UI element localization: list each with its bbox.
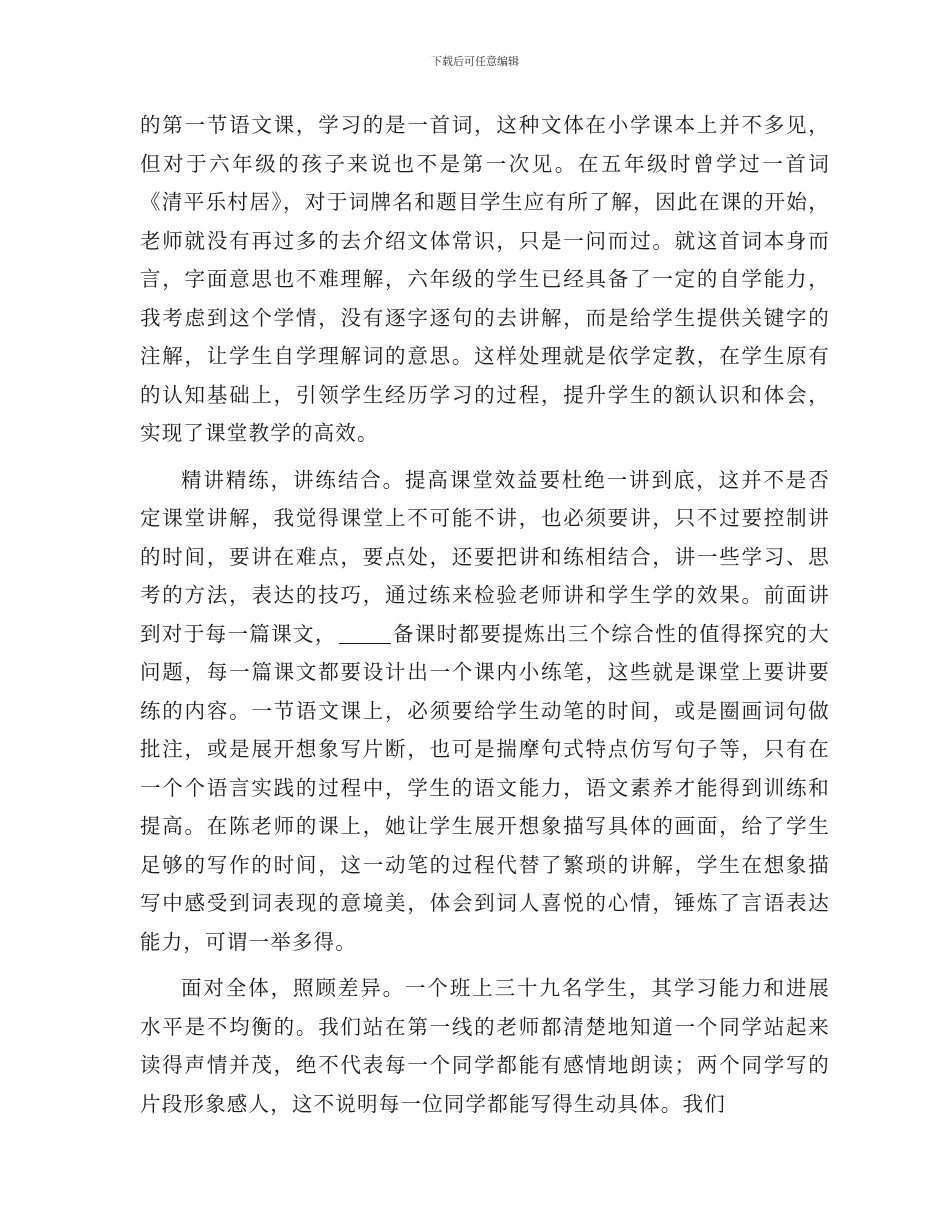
paragraph-2 — [140, 461, 830, 962]
page-header: 下载后可任意编辑 — [431, 55, 519, 68]
paragraph-2-part-2: 备课时都要提炼出三个综合性的值得探究的大问题，每一篇课文都要设计出一个课内小练笔，这些就是课堂上要讲要练的内容。一节语文课上，必须要给学生动笔的时间，或是圈画词句做批注，或是展开想象写片断，也可是揣摩句式特点仿写句子等，只有在一个个语言实践的过程中，学生的语文能力，语文素养才能得到训练和提高。在陈老师的课上，她让学生展开想象描写具体的画面，给了学生足够的写作的时间，这一动笔的过程代替了繁琐的讲解，学生在想象描写中感受到词表现的意境美，体会到词人喜悦的心情，锤炼了言语表达能力，可谓一举多得。 — [140, 621, 830, 954]
document-body — [140, 106, 830, 1123]
paragraph-1: 的第一节语文课，学习的是一首词，这种文体在小学课本上并不多见，但对于六年级的孩子来说也不是第一次见。在五年级时曾学过一首词《清平乐村居》，对于词牌名和题目学生应有所了解，因此在课的开始，老师就没有再过多的去介绍文体常识，只是一问而过。就这首词本身而言，字面意思也不难理解，六年级的学生已经具备了一定的自学能力，我考虑到这个学情，没有逐字逐句的去讲解，而是给学生提供关键字的注解，让学生自学理解词的意思。这样处理就是依学定教，在学生原有的认知基础上，引领学生经历学习的过程，提升学生的额认识和体会，实现了课堂教学的高效。 — [140, 113, 830, 445]
fill-in-blank — [339, 622, 391, 644]
paragraph-3: 面对全体，照顾差异。一个班上三十九名学生，其学习能力和进展水平是不均衡的。我们站在第一线的老师都清楚地知道一个同学站起来读得声情并茂，绝不代表每一个同学都能有感情地朗读；两个同学写的片段形象感人，这不说明每一位同学都能写得生动具体。我们 — [140, 976, 830, 1116]
paragraph-2-part-1: 精讲精练，讲练结合。提高课堂效益要杜绝一讲到底，这并不是否定课堂讲解，我觉得课堂上不可能不讲，也必须要讲，只不过要控制讲的时间，要讲在难点，要点处，还要把讲和练相结合，讲一些学习、思考的方法，表达的技巧，通过练来检验老师讲和学生学的效果。前面讲到对于每一篇课文， — [140, 467, 830, 646]
